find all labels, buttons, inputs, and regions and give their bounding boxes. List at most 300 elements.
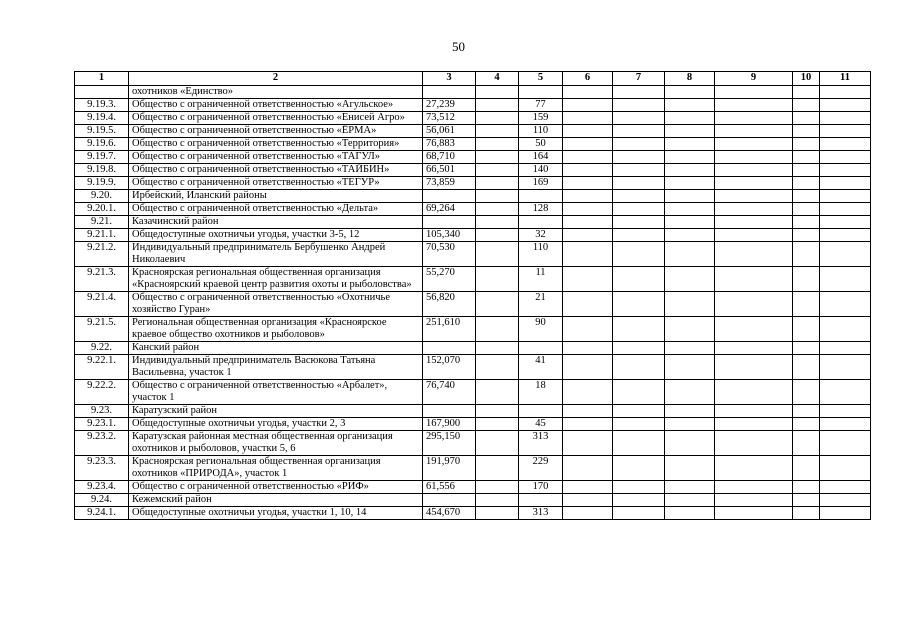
table-row [75, 431, 871, 456]
hunting-grounds-table [74, 71, 871, 520]
row-col4 [476, 342, 519, 355]
row-area: 69,264 [423, 203, 476, 216]
row-col4 [476, 99, 519, 112]
row-col6 [563, 138, 613, 151]
row-col4 [476, 355, 519, 380]
row-col7 [613, 292, 665, 317]
row-col7 [613, 317, 665, 342]
row-area: 454,670 [423, 507, 476, 520]
row-col8 [665, 242, 715, 267]
row-col10 [793, 267, 820, 292]
row-code: 9.20. [75, 190, 129, 203]
row-value: 159 [519, 112, 563, 125]
row-col9 [715, 431, 793, 456]
row-col9 [715, 355, 793, 380]
row-area: 56,061 [423, 125, 476, 138]
row-col8 [665, 507, 715, 520]
row-col10 [793, 317, 820, 342]
row-col4 [476, 164, 519, 177]
row-code: 9.19.6. [75, 138, 129, 151]
row-value: 11 [519, 267, 563, 292]
row-col11 [820, 216, 871, 229]
row-col7 [613, 242, 665, 267]
row-col4 [476, 112, 519, 125]
row-area: 70,530 [423, 242, 476, 267]
row-col7 [613, 112, 665, 125]
row-col6 [563, 317, 613, 342]
row-col9 [715, 494, 793, 507]
row-col7 [613, 456, 665, 481]
row-col6 [563, 125, 613, 138]
table-row [75, 456, 871, 481]
row-col11 [820, 481, 871, 494]
row-col11 [820, 405, 871, 418]
row-area: 27,239 [423, 99, 476, 112]
row-col11 [820, 177, 871, 190]
row-area: 295,150 [423, 431, 476, 456]
row-value: 77 [519, 99, 563, 112]
row-col4 [476, 292, 519, 317]
row-col7 [613, 190, 665, 203]
row-col10 [793, 86, 820, 99]
row-value: 229 [519, 456, 563, 481]
row-name: Общество с ограниченной ответственностью «Енисей Агро» [129, 112, 423, 125]
row-col8 [665, 177, 715, 190]
row-name: Кежемский район [129, 494, 423, 507]
header-cell: 10 [793, 72, 820, 86]
row-col9 [715, 242, 793, 267]
row-col6 [563, 507, 613, 520]
row-col10 [793, 229, 820, 242]
row-name: Общество с ограниченной ответственностью «ТАЙБИН» [129, 164, 423, 177]
row-col8 [665, 164, 715, 177]
row-area: 73,512 [423, 112, 476, 125]
row-code: 9.19.4. [75, 112, 129, 125]
row-value: 169 [519, 177, 563, 190]
row-col8 [665, 380, 715, 405]
row-col6 [563, 242, 613, 267]
row-value: 128 [519, 203, 563, 216]
row-name: Региональная общественная организация «Красноярское краевое общество охотников и рыболовов» [129, 317, 423, 342]
row-area: 76,740 [423, 380, 476, 405]
row-name: охотников «Единство» [129, 86, 423, 99]
table-row [75, 481, 871, 494]
row-area [423, 494, 476, 507]
row-col6 [563, 292, 613, 317]
row-col4 [476, 229, 519, 242]
row-code: 9.24.1. [75, 507, 129, 520]
row-col11 [820, 112, 871, 125]
table-row [75, 190, 871, 203]
row-name: Общество с ограниченной ответственностью «ТЕГУР» [129, 177, 423, 190]
row-code: 9.19.9. [75, 177, 129, 190]
row-col8 [665, 481, 715, 494]
table-header [75, 72, 871, 86]
table-row [75, 177, 871, 190]
row-col11 [820, 229, 871, 242]
row-code: 9.21. [75, 216, 129, 229]
row-col8 [665, 203, 715, 216]
row-col11 [820, 292, 871, 317]
table-row [75, 151, 871, 164]
row-code: 9.22.2. [75, 380, 129, 405]
row-col10 [793, 138, 820, 151]
row-col10 [793, 190, 820, 203]
row-col4 [476, 125, 519, 138]
row-value: 110 [519, 242, 563, 267]
row-col7 [613, 203, 665, 216]
row-area [423, 342, 476, 355]
header-cell: 4 [476, 72, 519, 86]
row-col11 [820, 342, 871, 355]
header-cell: 11 [820, 72, 871, 86]
row-col11 [820, 99, 871, 112]
header-cell: 6 [563, 72, 613, 86]
row-name: Общество с ограниченной ответственностью «Территория» [129, 138, 423, 151]
row-col6 [563, 203, 613, 216]
row-code: 9.21.3. [75, 267, 129, 292]
row-col8 [665, 292, 715, 317]
row-name: Общество с ограниченной ответственностью «Агульское» [129, 99, 423, 112]
row-area: 61,556 [423, 481, 476, 494]
row-name: Общество с ограниченной ответственностью «Охотничье хозяйство Гуран» [129, 292, 423, 317]
row-col8 [665, 138, 715, 151]
row-col10 [793, 481, 820, 494]
row-col6 [563, 494, 613, 507]
table-row [75, 355, 871, 380]
row-col11 [820, 418, 871, 431]
table-row [75, 267, 871, 292]
row-col10 [793, 380, 820, 405]
row-col11 [820, 507, 871, 520]
row-col4 [476, 242, 519, 267]
row-col6 [563, 177, 613, 190]
row-col8 [665, 456, 715, 481]
row-name: Общедоступные охотничьи угодья, участки 2, 3 [129, 418, 423, 431]
row-col11 [820, 203, 871, 216]
row-col10 [793, 355, 820, 380]
row-col7 [613, 86, 665, 99]
row-value: 313 [519, 431, 563, 456]
row-col9 [715, 112, 793, 125]
row-col7 [613, 99, 665, 112]
row-col9 [715, 380, 793, 405]
header-cell: 5 [519, 72, 563, 86]
row-value: 110 [519, 125, 563, 138]
row-area: 76,883 [423, 138, 476, 151]
row-area: 191,970 [423, 456, 476, 481]
row-col9 [715, 190, 793, 203]
row-col10 [793, 292, 820, 317]
header-cell: 8 [665, 72, 715, 86]
row-col9 [715, 342, 793, 355]
row-col7 [613, 494, 665, 507]
row-value: 164 [519, 151, 563, 164]
row-col6 [563, 431, 613, 456]
row-code: 9.21.1. [75, 229, 129, 242]
row-code: 9.22. [75, 342, 129, 355]
row-col9 [715, 86, 793, 99]
row-value [519, 86, 563, 99]
row-col10 [793, 151, 820, 164]
row-col7 [613, 125, 665, 138]
row-col7 [613, 342, 665, 355]
table-row [75, 99, 871, 112]
row-col11 [820, 86, 871, 99]
row-code: 9.21.2. [75, 242, 129, 267]
row-col10 [793, 164, 820, 177]
row-col10 [793, 456, 820, 481]
row-name: Канский район [129, 342, 423, 355]
row-name: Общество с ограниченной ответственностью «ЁРМА» [129, 125, 423, 138]
row-code: 9.19.3. [75, 99, 129, 112]
table-row [75, 405, 871, 418]
row-value [519, 190, 563, 203]
row-col4 [476, 494, 519, 507]
row-name: Красноярская региональная общественная организация «Красноярский краевой центр развития охоты и рыболовства» [129, 267, 423, 292]
row-col6 [563, 216, 613, 229]
row-col6 [563, 190, 613, 203]
table-row [75, 342, 871, 355]
row-name: Ирбейский, Иланский районы [129, 190, 423, 203]
row-col11 [820, 138, 871, 151]
row-code: 9.21.5. [75, 317, 129, 342]
row-col4 [476, 481, 519, 494]
row-col7 [613, 481, 665, 494]
row-col9 [715, 125, 793, 138]
row-name: Каратузский район [129, 405, 423, 418]
row-col10 [793, 99, 820, 112]
row-col9 [715, 99, 793, 112]
row-col6 [563, 481, 613, 494]
row-area: 66,501 [423, 164, 476, 177]
row-col11 [820, 380, 871, 405]
row-value: 32 [519, 229, 563, 242]
row-code: 9.20.1. [75, 203, 129, 216]
row-col6 [563, 86, 613, 99]
row-col11 [820, 431, 871, 456]
row-col10 [793, 177, 820, 190]
table-row [75, 317, 871, 342]
row-col4 [476, 86, 519, 99]
table-row [75, 203, 871, 216]
row-name: Индивидуальный предприниматель Бербушенко Андрей Николаевич [129, 242, 423, 267]
row-col9 [715, 177, 793, 190]
row-col8 [665, 125, 715, 138]
table-row [75, 138, 871, 151]
row-col9 [715, 203, 793, 216]
row-col7 [613, 418, 665, 431]
row-col8 [665, 190, 715, 203]
row-name: Индивидуальный предприниматель Васюкова Татьяна Васильевна, участок 1 [129, 355, 423, 380]
row-col9 [715, 317, 793, 342]
row-area: 68,710 [423, 151, 476, 164]
table-row [75, 164, 871, 177]
row-name: Каратузская районная местная общественная организация охотников и рыболовов, участки 5, 6 [129, 431, 423, 456]
row-col7 [613, 177, 665, 190]
row-col10 [793, 342, 820, 355]
row-name: Красноярская региональная общественная организация охотников «ПРИРОДА», участок 1 [129, 456, 423, 481]
row-col6 [563, 229, 613, 242]
row-col9 [715, 456, 793, 481]
page-number: 50 [452, 39, 465, 54]
row-name: Общество с ограниченной ответственностью «РИФ» [129, 481, 423, 494]
row-col7 [613, 405, 665, 418]
row-col10 [793, 242, 820, 267]
table-row [75, 242, 871, 267]
row-col8 [665, 86, 715, 99]
row-value: 170 [519, 481, 563, 494]
row-col11 [820, 494, 871, 507]
row-col7 [613, 164, 665, 177]
row-col7 [613, 267, 665, 292]
row-col7 [613, 507, 665, 520]
row-col7 [613, 138, 665, 151]
row-code: 9.22.1. [75, 355, 129, 380]
header-cell: 2 [129, 72, 423, 86]
row-col10 [793, 418, 820, 431]
row-value: 90 [519, 317, 563, 342]
row-col4 [476, 190, 519, 203]
row-value [519, 405, 563, 418]
row-col11 [820, 242, 871, 267]
row-code: 9.23.4. [75, 481, 129, 494]
row-col7 [613, 355, 665, 380]
row-code: 9.19.5. [75, 125, 129, 138]
table-body [75, 86, 871, 520]
row-col9 [715, 507, 793, 520]
row-col8 [665, 342, 715, 355]
row-area: 105,340 [423, 229, 476, 242]
row-value: 21 [519, 292, 563, 317]
row-col6 [563, 355, 613, 380]
row-col9 [715, 229, 793, 242]
row-name: Общество с ограниченной ответственностью «Арбалет», участок 1 [129, 380, 423, 405]
row-col6 [563, 112, 613, 125]
row-col4 [476, 151, 519, 164]
row-col11 [820, 317, 871, 342]
row-col4 [476, 456, 519, 481]
row-col10 [793, 203, 820, 216]
header-cell: 7 [613, 72, 665, 86]
row-col9 [715, 418, 793, 431]
row-col8 [665, 317, 715, 342]
header-cell: 3 [423, 72, 476, 86]
row-col11 [820, 267, 871, 292]
row-name: Общедоступные охотничьи угодья, участки 1, 10, 14 [129, 507, 423, 520]
row-col7 [613, 229, 665, 242]
row-col6 [563, 456, 613, 481]
row-area: 55,270 [423, 267, 476, 292]
row-area [423, 190, 476, 203]
row-value: 45 [519, 418, 563, 431]
header-cell: 1 [75, 72, 129, 86]
row-area: 152,070 [423, 355, 476, 380]
row-col4 [476, 216, 519, 229]
row-col6 [563, 405, 613, 418]
row-col4 [476, 431, 519, 456]
row-value: 140 [519, 164, 563, 177]
row-value [519, 494, 563, 507]
row-col6 [563, 380, 613, 405]
row-col11 [820, 125, 871, 138]
row-name: Общество с ограниченной ответственностью «Дельта» [129, 203, 423, 216]
row-code: 9.19.7. [75, 151, 129, 164]
row-col9 [715, 216, 793, 229]
row-col8 [665, 267, 715, 292]
row-col4 [476, 418, 519, 431]
row-col7 [613, 380, 665, 405]
table-row [75, 418, 871, 431]
row-col9 [715, 481, 793, 494]
row-col4 [476, 177, 519, 190]
row-col8 [665, 355, 715, 380]
row-col7 [613, 151, 665, 164]
row-col8 [665, 112, 715, 125]
row-col8 [665, 431, 715, 456]
row-name: Общедоступные охотничьи угодья, участки 3-5, 12 [129, 229, 423, 242]
row-area: 251,610 [423, 317, 476, 342]
row-col9 [715, 151, 793, 164]
row-col10 [793, 112, 820, 125]
row-col6 [563, 267, 613, 292]
row-area: 73,859 [423, 177, 476, 190]
row-col9 [715, 292, 793, 317]
table-row [75, 380, 871, 405]
row-col7 [613, 216, 665, 229]
row-col10 [793, 405, 820, 418]
row-code: 9.23.3. [75, 456, 129, 481]
row-col6 [563, 342, 613, 355]
row-value: 18 [519, 380, 563, 405]
row-col9 [715, 405, 793, 418]
row-col8 [665, 494, 715, 507]
row-code: 9.23.1. [75, 418, 129, 431]
table-row [75, 292, 871, 317]
row-col10 [793, 216, 820, 229]
row-code: 9.24. [75, 494, 129, 507]
row-col8 [665, 99, 715, 112]
row-name: Общество с ограниченной ответственностью «ТАГУЛ» [129, 151, 423, 164]
table-row [75, 112, 871, 125]
row-code: 9.19.8. [75, 164, 129, 177]
row-value: 313 [519, 507, 563, 520]
row-col11 [820, 164, 871, 177]
row-col8 [665, 405, 715, 418]
row-area [423, 216, 476, 229]
row-col4 [476, 267, 519, 292]
row-code: 9.23.2. [75, 431, 129, 456]
row-value: 41 [519, 355, 563, 380]
row-col4 [476, 380, 519, 405]
row-col11 [820, 456, 871, 481]
row-code [75, 86, 129, 99]
row-col6 [563, 151, 613, 164]
row-col9 [715, 138, 793, 151]
row-value [519, 342, 563, 355]
row-col6 [563, 418, 613, 431]
row-area [423, 405, 476, 418]
table-row [75, 125, 871, 138]
row-name: Казачинский район [129, 216, 423, 229]
row-col8 [665, 418, 715, 431]
row-code: 9.23. [75, 405, 129, 418]
row-col10 [793, 125, 820, 138]
row-area [423, 86, 476, 99]
table-row [75, 494, 871, 507]
row-col7 [613, 431, 665, 456]
row-value: 50 [519, 138, 563, 151]
